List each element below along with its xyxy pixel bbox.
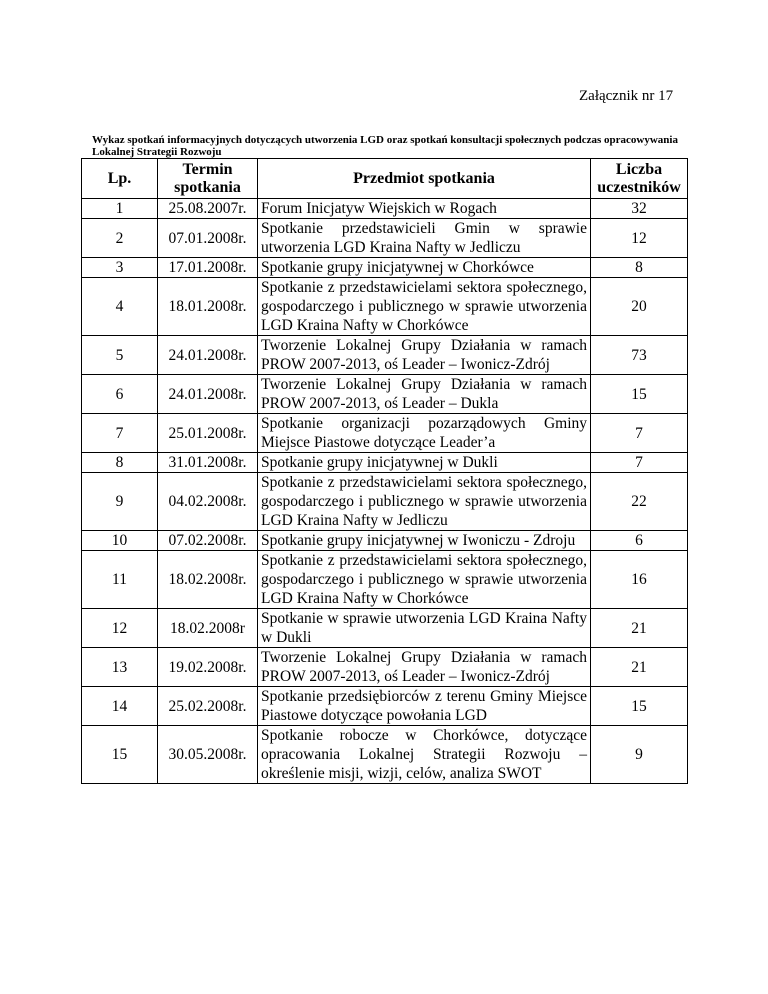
table-body — [82, 199, 688, 784]
row-subject: Spotkanie robocze w Chorkówce, dotyczące opracowania Lokalnej Strategii Rozwoju – określenie misji, wizji, celów, analiza SWOT — [258, 726, 591, 784]
row-date: 24.01.2008r. — [158, 375, 258, 414]
table-row — [82, 414, 688, 453]
row-subject: Spotkanie przedstawicieli Gmin w sprawie utworzenia LGD Kraina Nafty w Jedliczu — [258, 219, 591, 258]
row-participants: 12 — [591, 219, 688, 258]
row-subject: Spotkanie grupy inicjatywnej w Iwoniczu - Zdroju — [258, 531, 591, 551]
row-date: 19.02.2008r. — [158, 648, 258, 687]
row-participants: 6 — [591, 531, 688, 551]
row-date: 24.01.2008r. — [158, 336, 258, 375]
table-row — [82, 609, 688, 648]
row-subject: Tworzenie Lokalnej Grupy Działania w ramach PROW 2007-2013, oś Leader – Iwonicz-Zdrój — [258, 648, 591, 687]
row-date: 18.02.2008r — [158, 609, 258, 648]
table-row — [82, 375, 688, 414]
row-number: 3 — [82, 258, 158, 278]
row-subject: Spotkanie z przedstawicielami sektora społecznego, gospodarczego i publicznego w sprawie utworzenia LGD Kraina Nafty w Chorkówce — [258, 551, 591, 609]
row-number: 4 — [82, 278, 158, 336]
header-count: Liczba uczestników — [591, 159, 688, 199]
row-number: 8 — [82, 453, 158, 473]
row-number: 7 — [82, 414, 158, 453]
row-number: 9 — [82, 473, 158, 531]
table-row — [82, 453, 688, 473]
table-row — [82, 648, 688, 687]
row-number: 2 — [82, 219, 158, 258]
header-date: Termin spotkania — [158, 159, 258, 199]
row-date: 25.01.2008r. — [158, 414, 258, 453]
row-participants: 20 — [591, 278, 688, 336]
row-date: 07.01.2008r. — [158, 219, 258, 258]
table-row — [82, 278, 688, 336]
table-row — [82, 219, 688, 258]
row-participants: 7 — [591, 453, 688, 473]
row-number: 15 — [82, 726, 158, 784]
row-date: 25.08.2007r. — [158, 199, 258, 219]
row-date: 18.01.2008r. — [158, 278, 258, 336]
row-date: 25.02.2008r. — [158, 687, 258, 726]
header-subject: Przedmiot spotkania — [258, 159, 591, 199]
row-number: 13 — [82, 648, 158, 687]
meetings-table — [81, 158, 688, 784]
row-date: 18.02.2008r. — [158, 551, 258, 609]
table-row — [82, 726, 688, 784]
annex-label: Załącznik nr 17 — [579, 88, 674, 104]
row-subject: Spotkanie z przedstawicielami sektora społecznego, gospodarczego i publicznego w sprawie utworzenia LGD Kraina Nafty w Chorkówce — [258, 278, 591, 336]
document-title: Wykaz spotkań informacyjnych dotyczących utworzenia LGD oraz spotkań konsultacji społecznych podczas opracowywania Lokalnej Strategii Rozwoju — [92, 134, 678, 158]
row-subject: Spotkanie przedsiębiorców z terenu Gminy Miejsce Piastowe dotyczące powołania LGD — [258, 687, 591, 726]
row-date: 30.05.2008r. — [158, 726, 258, 784]
row-participants: 9 — [591, 726, 688, 784]
table-row — [82, 551, 688, 609]
row-number: 11 — [82, 551, 158, 609]
row-date: 31.01.2008r. — [158, 453, 258, 473]
row-participants: 8 — [591, 258, 688, 278]
row-participants: 15 — [591, 687, 688, 726]
row-participants: 21 — [591, 648, 688, 687]
row-date: 07.02.2008r. — [158, 531, 258, 551]
table-row — [82, 336, 688, 375]
row-subject: Spotkanie z przedstawicielami sektora społecznego, gospodarczego i publicznego w sprawie utworzenia LGD Kraina Nafty w Jedliczu — [258, 473, 591, 531]
row-participants: 73 — [591, 336, 688, 375]
row-date: 17.01.2008r. — [158, 258, 258, 278]
row-subject: Spotkanie grupy inicjatywnej w Chorkówce — [258, 258, 591, 278]
row-subject: Spotkanie w sprawie utworzenia LGD Kraina Nafty w Dukli — [258, 609, 591, 648]
row-participants: 22 — [591, 473, 688, 531]
row-participants: 15 — [591, 375, 688, 414]
row-number: 6 — [82, 375, 158, 414]
row-number: 12 — [82, 609, 158, 648]
header-lp: Lp. — [82, 159, 158, 199]
row-participants: 32 — [591, 199, 688, 219]
row-subject: Tworzenie Lokalnej Grupy Działania w ramach PROW 2007-2013, oś Leader – Iwonicz-Zdrój — [258, 336, 591, 375]
table-row — [82, 687, 688, 726]
row-date: 04.02.2008r. — [158, 473, 258, 531]
row-number: 1 — [82, 199, 158, 219]
table-row — [82, 258, 688, 278]
table-header — [82, 159, 688, 199]
row-participants: 21 — [591, 609, 688, 648]
row-subject: Spotkanie organizacji pozarządowych Gminy Miejsce Piastowe dotyczące Leader’a — [258, 414, 591, 453]
row-subject: Spotkanie grupy inicjatywnej w Dukli — [258, 453, 591, 473]
table-row — [82, 531, 688, 551]
row-number: 10 — [82, 531, 158, 551]
row-subject: Forum Inicjatyw Wiejskich w Rogach — [258, 199, 591, 219]
row-participants: 7 — [591, 414, 688, 453]
row-number: 5 — [82, 336, 158, 375]
row-number: 14 — [82, 687, 158, 726]
row-participants: 16 — [591, 551, 688, 609]
row-subject: Tworzenie Lokalnej Grupy Działania w ramach PROW 2007-2013, oś Leader – Dukla — [258, 375, 591, 414]
table-row — [82, 473, 688, 531]
table-row — [82, 199, 688, 219]
header-row — [82, 159, 688, 199]
